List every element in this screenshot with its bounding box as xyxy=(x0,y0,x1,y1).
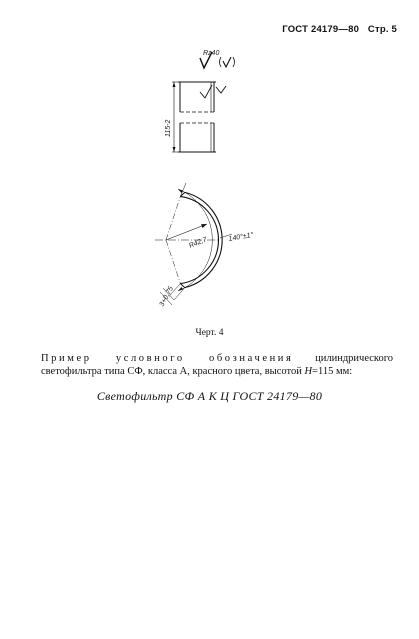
example-heading: Пример условного обозначения xyxy=(41,353,294,364)
roughness-check-small-icon xyxy=(223,57,231,67)
example-body: цилиндрического светофильтра типа СФ, класса А, красного цвета, высотой xyxy=(41,353,394,377)
height-symbol: H xyxy=(304,366,313,377)
paren-left xyxy=(220,57,222,67)
standard-number: ГОСТ 24179—80 xyxy=(282,24,360,35)
roughness-label: Rz40 xyxy=(203,50,220,57)
height-dimension-label: 115-2 xyxy=(165,119,172,137)
radius-dimension-label: R42,7 xyxy=(188,236,209,250)
example-paragraph xyxy=(41,352,393,378)
example-end: =115 мм: xyxy=(312,366,353,377)
page-number: Стр. 5 xyxy=(367,24,397,35)
angle-dimension-label: 140°±1° xyxy=(228,231,254,243)
height-dimension xyxy=(172,82,178,152)
thickness-dimension-label: 3+0,75 xyxy=(158,285,175,308)
figure-caption: Черт. 4 xyxy=(195,328,224,338)
paren-right xyxy=(233,57,235,67)
cylinder-side-view xyxy=(178,82,226,152)
designation-example: Светофильтр СФ А К Ц ГОСТ 24179—80 xyxy=(96,389,323,403)
